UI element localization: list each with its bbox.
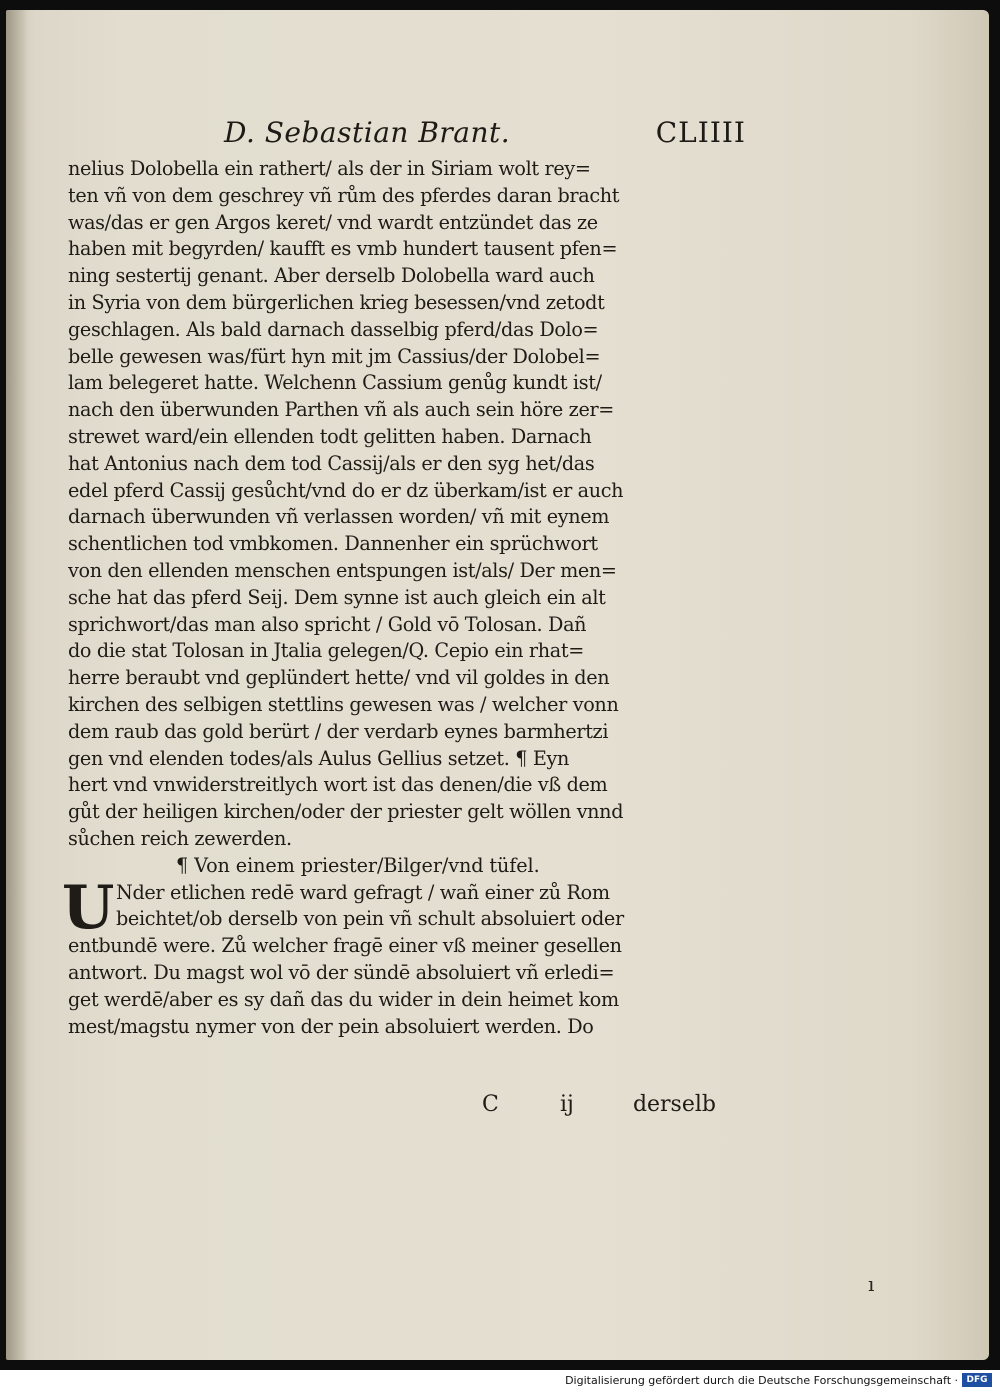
body-line: ten vñ von dem geschrey vñ rům des pferdes daran bracht: [68, 183, 620, 207]
body-line: darnach überwunden vñ verlassen worden/ vñ mit eynem: [68, 505, 610, 529]
body-line: edel pferd Cassij gesůcht/vnd do er dz überkam/ist er auch: [68, 478, 624, 502]
section-line: beichtet/ob derselb von pein vñ schult absoluiert oder: [116, 907, 624, 931]
body-line: hert vnd vnwiderstreitlych wort ist das denen/die vß dem: [68, 773, 608, 797]
signature-number: ij: [560, 1092, 574, 1117]
section-paragraph: [62, 872, 740, 1041]
margin-mark: ı: [868, 1272, 875, 1296]
catchword: derselb: [632, 1092, 716, 1117]
body-line: hat Antonius nach dem tod Cassij/als er den syg het/das: [68, 451, 595, 475]
body-line: gůt der heiligen kirchen/oder der priester gelt wöllen vnnd: [68, 800, 624, 824]
body-line: dem raub das gold berürt / der verdarb eynes barmhertzi: [68, 719, 609, 743]
body-line: do die stat Tolosan in Jtalia gelegen/Q. Cepio ein rhat=: [68, 639, 584, 663]
body-line: kirchen des selbigen stettlins gewesen was / welcher vonn: [68, 692, 619, 716]
body-line: geschlagen. Als bald darnach dasselbig pferd/das Dolo=: [68, 317, 599, 341]
section-heading: ¶ Von einem priester/Bilger/vnd tüfel.: [176, 853, 540, 877]
folio-number: CLIIII: [655, 116, 746, 149]
page-header: [216, 112, 746, 152]
drop-cap-initial: U: [62, 872, 115, 943]
body-line: nelius Dolobella ein rathert/ als der in Siriam wolt rey=: [68, 157, 591, 180]
section-line: entbundē were. Zů welcher fragē einer vß meiner gesellen: [68, 934, 622, 958]
section-line: get werdē/aber es sy dañ das du wider in dein heimet kom: [68, 987, 619, 1011]
body-line: ning sestertij genant. Aber derselb Dolobella ward auch: [68, 264, 595, 288]
section-line: mest/magstu nymer von der pein absoluiert werden. Do: [68, 1014, 594, 1038]
body-line: in Syria von dem bürgerlichen krieg besessen/vnd zetodt: [68, 290, 605, 314]
body-line: strewet ward/ein ellenden todt gelitten haben. Darnach: [68, 424, 592, 448]
catchline: [476, 1092, 716, 1124]
body-line: von den ellenden menschen entspungen ist/als/ Der men=: [68, 558, 617, 582]
body-line: sche hat das pferd Seij. Dem synne ist auch gleich ein alt: [68, 585, 606, 609]
body-line: belle gewesen was/fürt hyn mit jm Cassius/der Dolobel=: [68, 344, 601, 368]
body-line: schentlichen tod vmbkomen. Dannenher ein sprüchwort: [68, 532, 598, 556]
dfg-logo-icon: DFG: [962, 1373, 992, 1387]
section-line: Nder etlichen redē ward gefragt / wañ einer zů Rom: [116, 880, 610, 904]
digitization-credit: Digitalisierung gefördert durch die Deutsche Forschungsgemeinschaft ·: [565, 1374, 958, 1387]
running-head: D. Sebastian Brant.: [224, 116, 511, 149]
signature-mark: C: [482, 1092, 499, 1117]
body-line: herre beraubt vnd geplündert hette/ vnd vil goldes in den: [68, 666, 610, 690]
section-line: antwort. Du magst wol vō der sündē absoluiert vñ erledi=: [68, 960, 615, 984]
body-line: lam belegeret hatte. Welchenn Cassium genůg kundt ist/: [68, 371, 602, 395]
body-line: was/das er gen Argos keret/ vnd wardt entzündet das ze: [68, 210, 598, 234]
body-line: gen vnd elenden todes/als Aulus Gellius setzet. ¶ Eyn: [68, 746, 570, 770]
body-line: sprichwort/das man also spricht / Gold vō Tolosan. Dañ: [68, 612, 587, 636]
text-block: [62, 156, 740, 1040]
footer-bar: [0, 1370, 1000, 1391]
book-page: [6, 10, 989, 1360]
body-line: sůchen reich zewerden.: [68, 826, 292, 850]
body-line: haben mit begyrden/ kaufft es vmb hundert tausent pfen=: [68, 237, 618, 261]
body-line: nach den überwunden Parthen vñ als auch sein höre zer=: [68, 398, 614, 422]
